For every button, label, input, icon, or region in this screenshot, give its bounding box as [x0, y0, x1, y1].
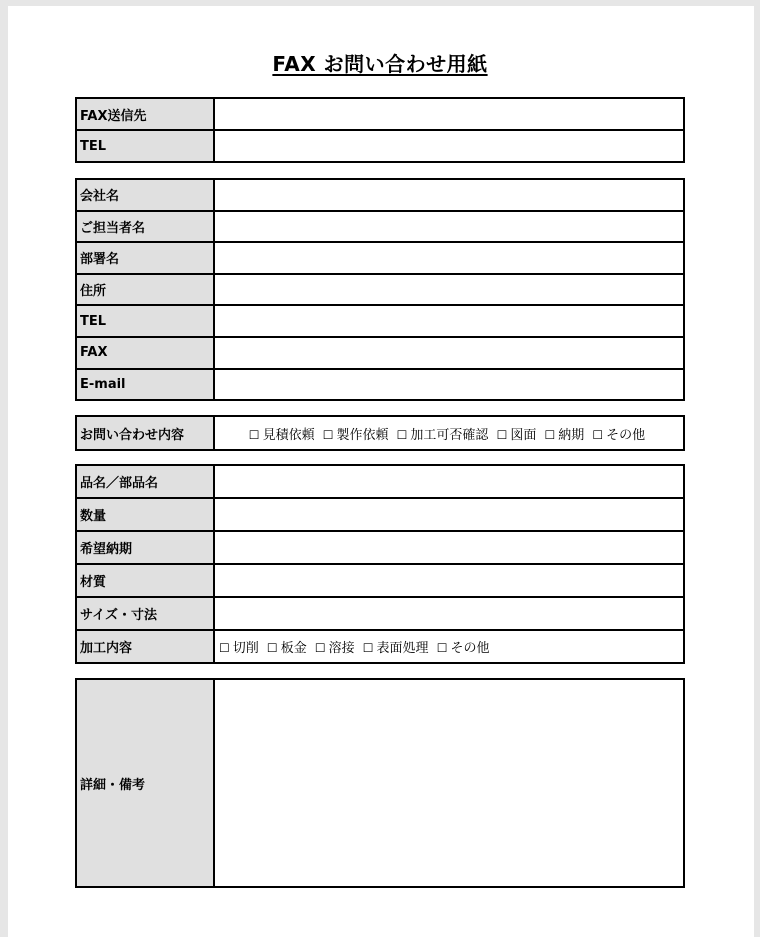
checkbox-icon[interactable]: ☐: [396, 427, 408, 442]
table-row: [76, 369, 684, 401]
process-option[interactable]: [219, 641, 259, 656]
checkbox-icon[interactable]: ☐: [436, 641, 448, 655]
form-title: FAX お問い合わせ用紙: [272, 52, 488, 76]
checkbox-icon[interactable]: ☐: [544, 427, 556, 442]
company-info-table: [75, 178, 685, 401]
quantity-field[interactable]: [214, 498, 684, 531]
inquiry-option-label: 見積依頼: [262, 427, 315, 443]
details-field[interactable]: [214, 679, 684, 887]
checkbox-icon[interactable]: ☐: [314, 641, 326, 655]
fax-destination-table: [75, 97, 685, 163]
address-label: 住所: [76, 274, 214, 306]
inquiry-option[interactable]: [544, 428, 584, 443]
inquiry-options: [214, 416, 684, 450]
company-label: 会社名: [76, 179, 214, 211]
company-field[interactable]: [214, 179, 684, 211]
contact-field[interactable]: [214, 211, 684, 243]
product-table: [75, 464, 685, 664]
fax-to-label: FAX送信先: [76, 98, 214, 130]
process-options: [214, 630, 684, 663]
table-row: [76, 98, 684, 130]
process-option[interactable]: [363, 641, 429, 656]
checkbox-icon[interactable]: ☐: [592, 427, 604, 442]
fax-label: FAX: [76, 337, 214, 369]
size-label: サイズ・寸法: [76, 597, 214, 630]
checkbox-icon[interactable]: ☐: [362, 641, 374, 655]
inquiry-option-label: 加工可否確認: [410, 427, 489, 443]
destination-tel-field[interactable]: [214, 130, 684, 162]
inquiry-option-label: その他: [606, 427, 646, 443]
product-name-label: 品名／部品名: [76, 465, 214, 498]
inquiry-option[interactable]: [397, 428, 489, 443]
department-field[interactable]: [214, 242, 684, 274]
table-row: [76, 465, 684, 498]
table-row: [76, 337, 684, 369]
contact-label: ご担当者名: [76, 211, 214, 243]
destination-tel-label: TEL: [76, 130, 214, 162]
table-row: [76, 211, 684, 243]
details-table: [75, 678, 685, 888]
inquiry-label: お問い合わせ内容: [76, 416, 214, 450]
process-option[interactable]: [267, 641, 307, 656]
fax-to-field[interactable]: [214, 98, 684, 130]
checkbox-icon[interactable]: ☐: [219, 641, 230, 655]
delivery-date-field[interactable]: [214, 531, 684, 564]
material-field[interactable]: [214, 564, 684, 597]
table-row: [76, 274, 684, 306]
table-row: [76, 630, 684, 663]
process-option[interactable]: [315, 641, 355, 656]
table-row: [76, 564, 684, 597]
inquiry-option-label: 納期: [558, 427, 585, 443]
email-field[interactable]: [214, 369, 684, 401]
inquiry-option-label: 図面: [510, 427, 537, 443]
fax-field[interactable]: [214, 337, 684, 369]
checkbox-icon[interactable]: ☐: [496, 427, 508, 442]
inquiry-table: [75, 415, 685, 451]
process-option-label: その他: [450, 641, 490, 656]
process-option-label: 切削: [232, 641, 259, 656]
table-row: [76, 305, 684, 337]
inquiry-option[interactable]: [592, 428, 645, 443]
checkbox-icon[interactable]: ☐: [248, 427, 260, 442]
table-row: [76, 242, 684, 274]
tel-field[interactable]: [214, 305, 684, 337]
process-option[interactable]: [437, 641, 490, 656]
delivery-date-label: 希望納期: [76, 531, 214, 564]
details-label: 詳細・備考: [76, 679, 214, 887]
table-row: [76, 130, 684, 162]
table-row: [76, 679, 684, 887]
table-row: [76, 531, 684, 564]
product-name-field[interactable]: [214, 465, 684, 498]
inquiry-option[interactable]: [497, 428, 537, 443]
table-row: [76, 416, 684, 450]
table-row: [76, 179, 684, 211]
process-option-label: 板金: [280, 641, 307, 656]
process-option-label: 表面処理: [376, 641, 429, 656]
table-row: [76, 498, 684, 531]
email-label: E-mail: [76, 369, 214, 401]
material-label: 材質: [76, 564, 214, 597]
inquiry-option[interactable]: [249, 428, 315, 443]
inquiry-option[interactable]: [323, 428, 389, 443]
checkbox-icon[interactable]: ☐: [322, 427, 334, 442]
checkbox-icon[interactable]: ☐: [266, 641, 278, 655]
size-field[interactable]: [214, 597, 684, 630]
department-label: 部署名: [76, 242, 214, 274]
tel-label: TEL: [76, 305, 214, 337]
process-label: 加工内容: [76, 630, 214, 663]
address-field[interactable]: [214, 274, 684, 306]
quantity-label: 数量: [76, 498, 214, 531]
table-row: [76, 597, 684, 630]
process-option-label: 溶接: [328, 641, 355, 656]
inquiry-option-label: 製作依頼: [336, 427, 389, 443]
